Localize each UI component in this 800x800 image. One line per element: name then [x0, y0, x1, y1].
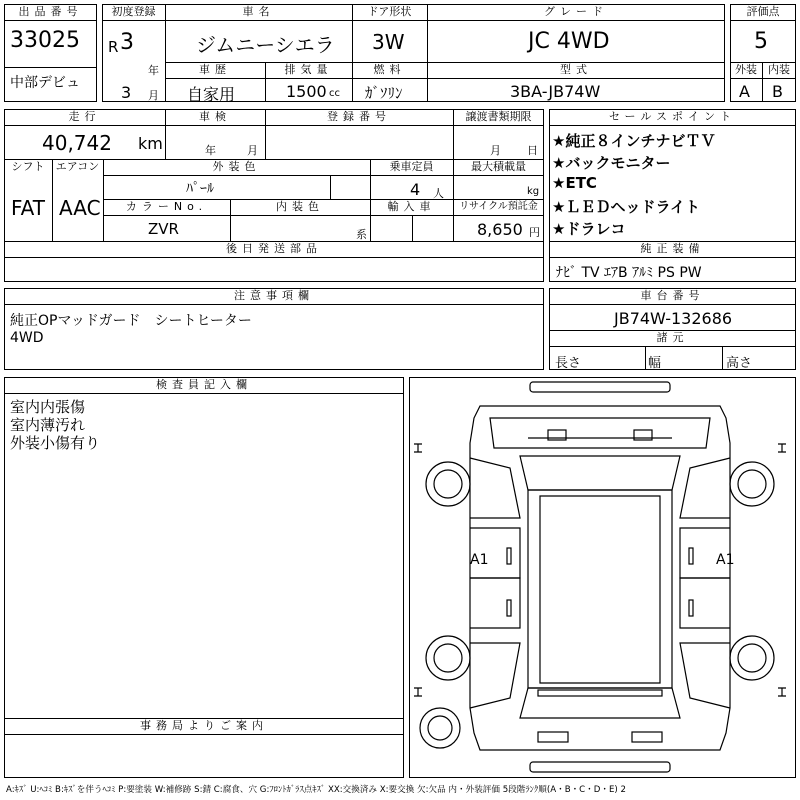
- shift: FAT: [11, 196, 46, 220]
- notes-line-2: 4WD: [10, 330, 44, 346]
- carname: ジムニーシエラ: [196, 33, 335, 57]
- carname-label: 車名: [242, 5, 275, 18]
- office-label: 事務局よりご案内: [140, 719, 268, 732]
- width-label: 幅: [648, 356, 662, 371]
- disp-label: 排気量: [284, 63, 333, 76]
- sales-point-1: ★純正８インチナビＴＶ: [552, 132, 716, 150]
- equip-label: 純正装備: [640, 242, 705, 255]
- sales-point-5: ★ドラレコ: [552, 220, 626, 238]
- import-label: 輸入車: [387, 200, 436, 213]
- sales-label: セールスポイント: [608, 110, 736, 123]
- seats-unit: 人: [433, 187, 444, 200]
- model-label: 型式: [560, 63, 592, 76]
- damage-mark-right: A1: [716, 552, 735, 568]
- int-grade: B: [772, 82, 783, 101]
- inspector-line-2: 室内薄汚れ: [10, 416, 86, 434]
- mileage-unit: km: [138, 134, 163, 153]
- history-label: 車歴: [199, 63, 231, 76]
- chassis-label: 車台番号: [640, 289, 705, 302]
- sales-point-2: ★バックモニター: [552, 154, 671, 172]
- spec-label: 諸元: [656, 331, 689, 344]
- reg-label: 初度登録: [111, 5, 156, 18]
- transfer-day-unit: 日: [527, 144, 538, 157]
- era-mark: R: [108, 38, 119, 56]
- lot-label: 出品番号: [18, 5, 83, 18]
- reg-year: 3: [120, 30, 134, 55]
- vehicle-diagram: [409, 377, 796, 778]
- mileage: 40,742: [42, 131, 112, 155]
- fuel-label: 燃料: [373, 63, 406, 76]
- int-grade-label: 内装: [768, 63, 790, 76]
- inspector-line-1: 室内内張傷: [10, 398, 86, 416]
- mileage-label: 走行: [68, 110, 101, 123]
- ac-label: エアコン: [55, 160, 100, 173]
- lot-number: 33025: [10, 28, 80, 53]
- door-type: 3W: [372, 30, 405, 54]
- intcolor-label: 内装色: [276, 200, 324, 213]
- model-code: 3BA-JB74W: [510, 82, 601, 101]
- damage-mark-left: A1: [470, 552, 489, 568]
- height-label: 高さ: [726, 356, 753, 371]
- fuel: ｶﾞｿﾘﾝ: [365, 84, 403, 102]
- door-label: ドア形状: [367, 5, 412, 18]
- load-label: 最大積載量: [471, 160, 526, 173]
- inspect-label: 車検: [199, 110, 231, 123]
- year-unit: 年: [148, 64, 159, 77]
- colorno-label: カラーNo.: [125, 200, 208, 213]
- plate-label: 登録番号: [327, 110, 391, 123]
- inspector-label: 検査員記入欄: [156, 378, 252, 391]
- recycle-fee: 8,650: [477, 220, 523, 239]
- load-unit: kg: [527, 186, 540, 197]
- color-no: ZVR: [148, 220, 179, 238]
- inspect-month-unit: 月: [247, 144, 258, 157]
- ext-color: ﾊﾟｰﾙ: [186, 181, 214, 197]
- extcolor-label: 外装色: [212, 160, 261, 173]
- grade: JC 4WD: [528, 29, 610, 54]
- intcolor-unit: 系: [356, 228, 367, 241]
- later-parts-label: 後日発送部品: [226, 242, 322, 255]
- grade-label: グレード: [544, 5, 608, 18]
- transfer-month-unit: 月: [490, 144, 501, 157]
- notes-label: 注意事項欄: [234, 289, 314, 302]
- car-outline-diagram: [410, 378, 795, 777]
- legend: A:ｷｽﾞ U:ﾍｺﾐ B:ｷｽﾞを伴うﾍｺﾐ P:要塗装 W:補修跡 S:錆 C:腐食、穴 G:ﾌﾛﾝﾄｶﾞﾗｽ点ｷｽﾞ XX:交換済み X:要交換 欠:欠品 内・外装評価 5段階ﾗﾝｸ順(A・B・C・D・E) 2: [6, 785, 626, 795]
- score-label: 評価点: [746, 5, 780, 18]
- chassis-number: JB74W-132686: [614, 309, 733, 328]
- ext-grade: A: [739, 82, 750, 101]
- length-label: 長さ: [555, 356, 582, 371]
- ext-grade-label: 外装: [735, 63, 757, 76]
- reg-month: 3: [121, 83, 132, 102]
- seats-label: 乗車定員: [389, 160, 434, 173]
- inspect-year-unit: 年: [205, 144, 216, 157]
- venue-name: 中部デビュ: [10, 75, 80, 91]
- recycle-unit: 円: [529, 226, 540, 239]
- disp-unit: cc: [329, 88, 340, 99]
- aircon: AAC: [59, 196, 101, 220]
- sales-point-3: ★ETC: [552, 174, 597, 192]
- inspector-line-3: 外装小傷有り: [10, 434, 101, 452]
- sales-point-4: ★ＬＥＤヘッドライト: [552, 198, 700, 216]
- transfer-label: 譲渡書類期限: [465, 110, 532, 123]
- score: 5: [754, 29, 768, 54]
- shift-label: シフト: [11, 160, 45, 173]
- history: 自家用: [187, 85, 236, 104]
- recycle-label: リサイクル預託金: [459, 201, 538, 212]
- displacement: 1500: [286, 82, 327, 101]
- equipment: ﾅﾋﾞ TV ｴｱB ｱﾙﾐ PS PW: [556, 265, 702, 281]
- seats: 4: [410, 180, 421, 199]
- month-unit: 月: [148, 89, 159, 102]
- notes-line-1: 純正OPマッドガード シートヒーター: [10, 313, 252, 329]
